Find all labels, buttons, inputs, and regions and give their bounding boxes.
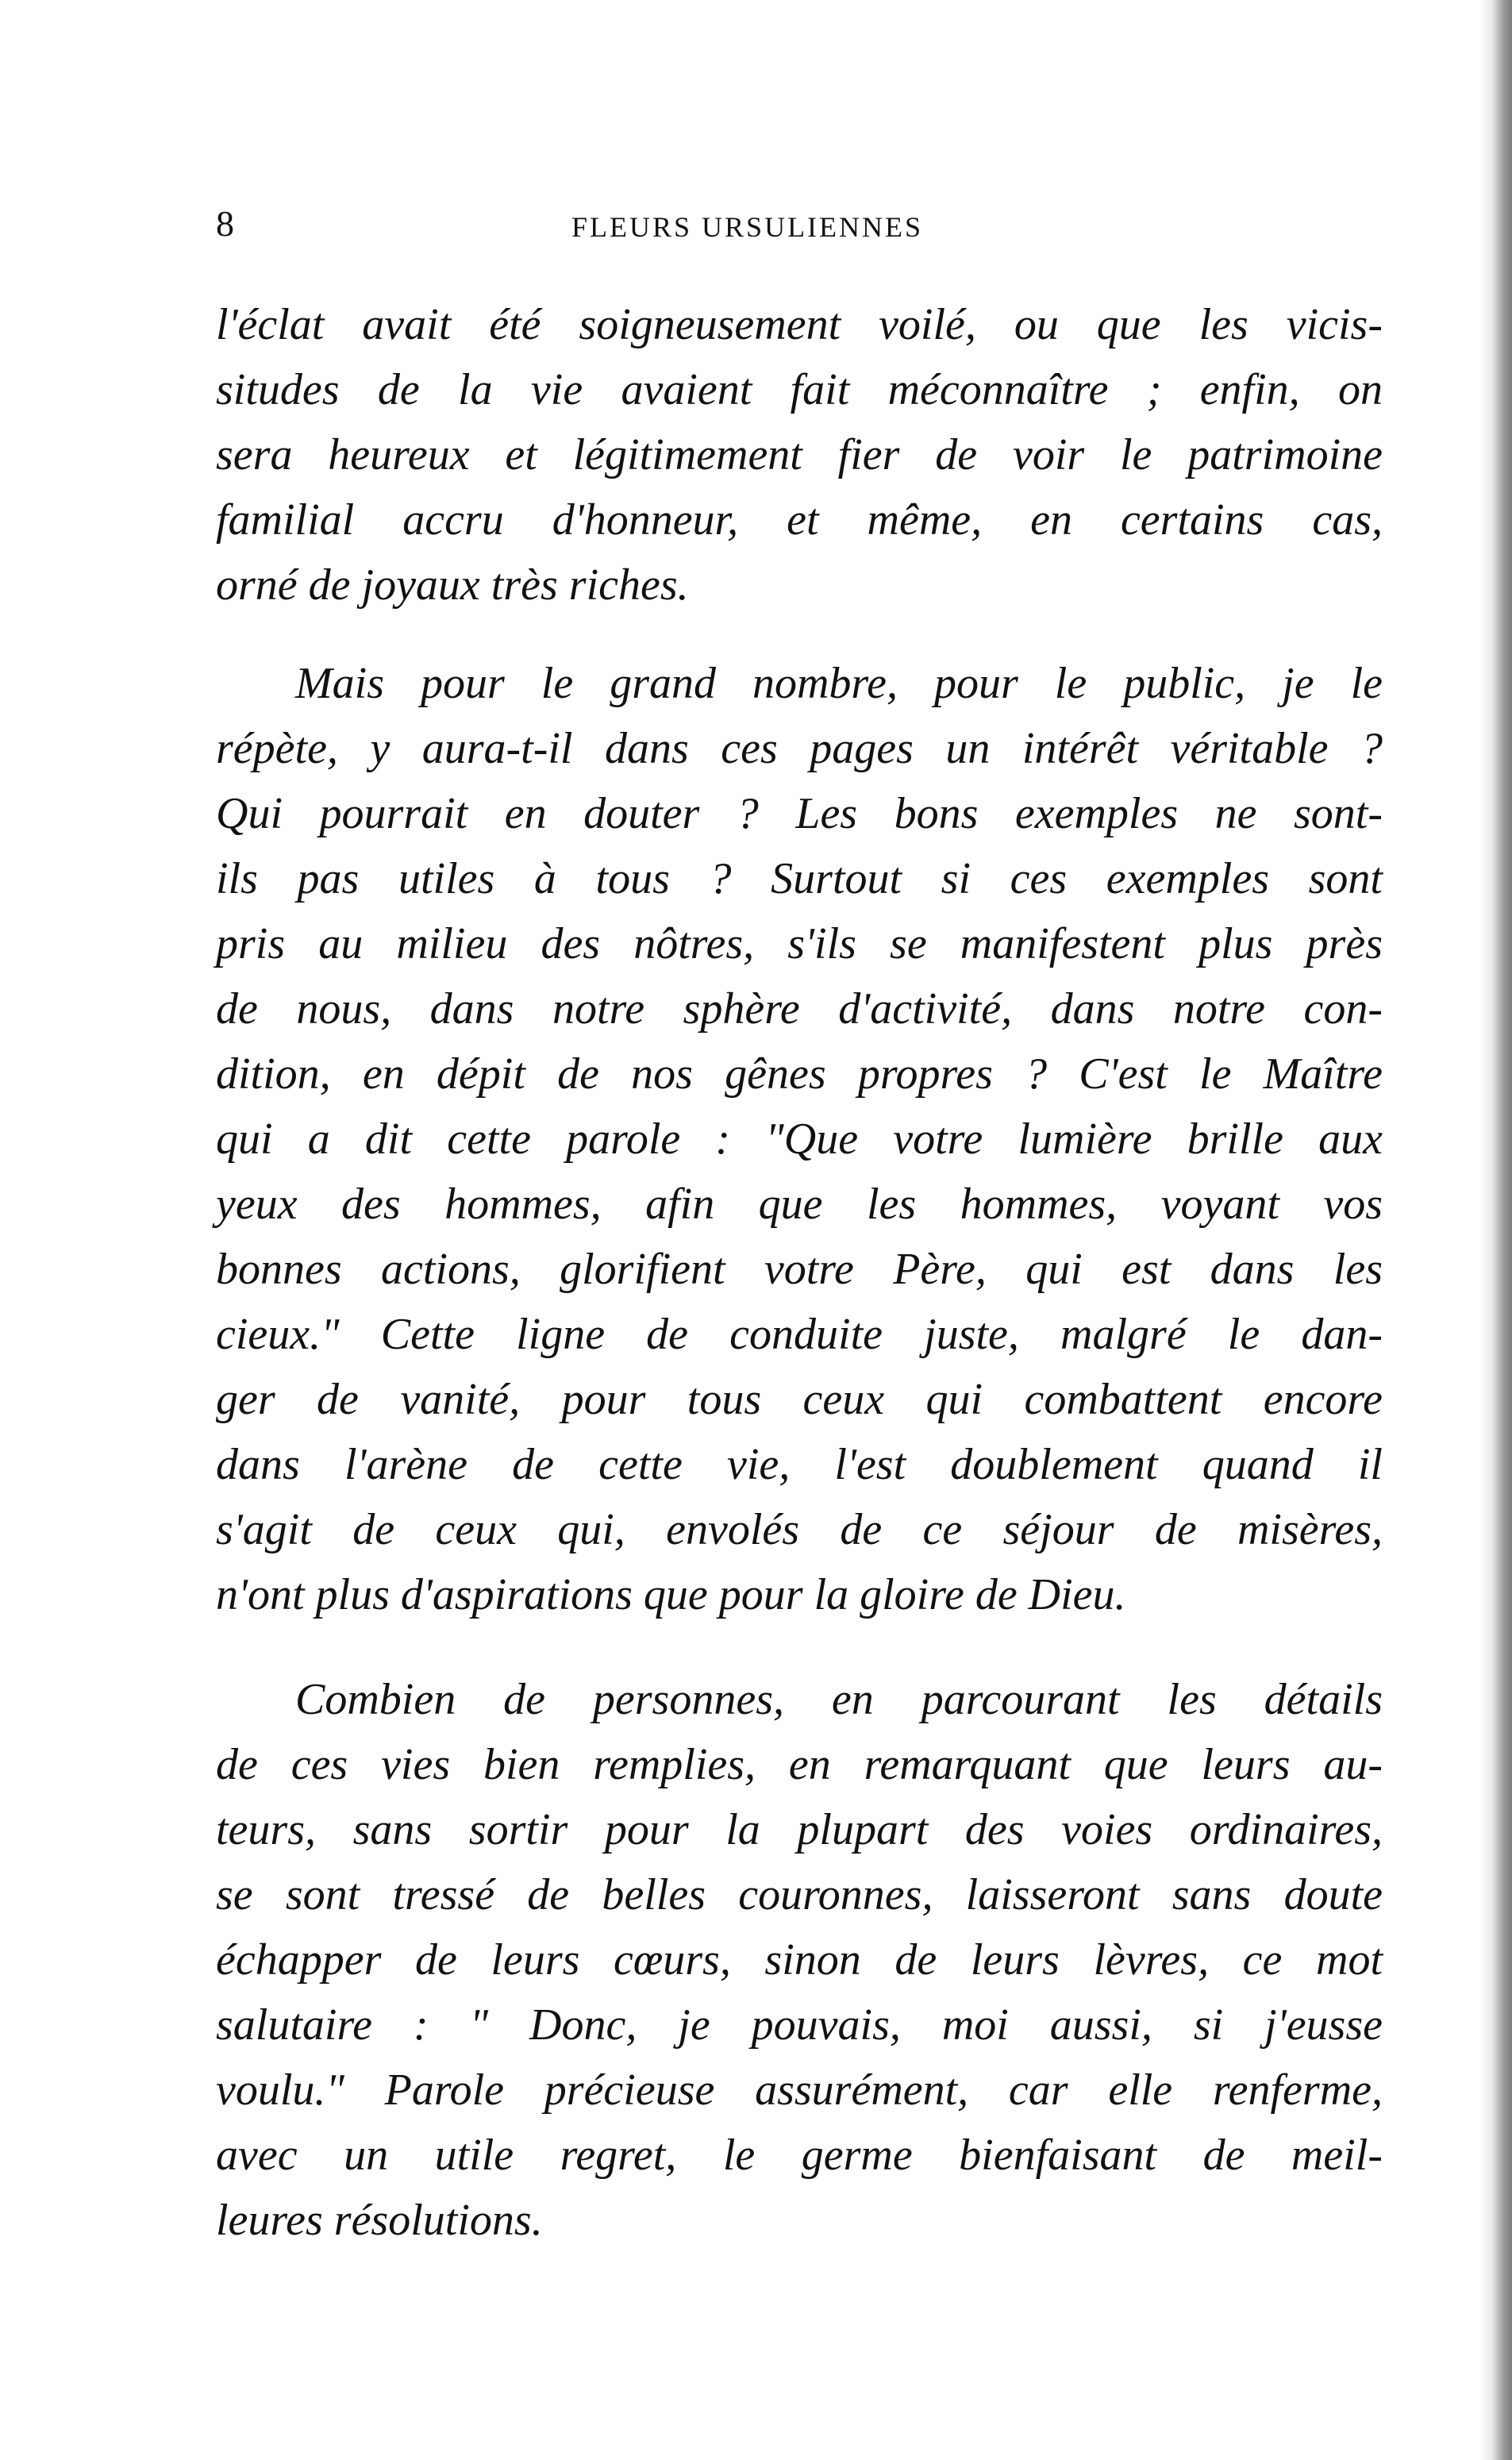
text-line: de ces vies bien remplies, en remarquant que leurs au- bbox=[216, 1740, 1383, 1789]
paragraph-3 bbox=[216, 1667, 1383, 2253]
text-line: de nous, dans notre sphère d'activité, dans notre con- bbox=[216, 984, 1383, 1034]
text-line: s'agit de ceux qui, envolés de ce séjour de misères, bbox=[216, 1505, 1383, 1554]
text-line: leures résolutions. bbox=[216, 2196, 543, 2245]
text-line: qui a dit cette parole : "Que votre lumière brille aux bbox=[216, 1115, 1383, 1164]
text-line: bonnes actions, glorifient votre Père, qui est dans les bbox=[216, 1245, 1383, 1294]
text-line: Combien de personnes, en parcourant les détails bbox=[295, 1675, 1383, 1724]
page-header bbox=[216, 202, 1025, 250]
text-line: salutaire : " Donc, je pouvais, moi aussi, si j'eusse bbox=[216, 2000, 1383, 2050]
text-line: ils pas utiles à tous ? Surtout si ces exemples sont bbox=[216, 854, 1383, 903]
text-line: ger de vanité, pour tous ceux qui combattent encore bbox=[216, 1375, 1383, 1424]
text-line: se sont tressé de belles couronnes, laisseront sans doute bbox=[216, 1870, 1383, 1919]
text-line: cieux." Cette ligne de conduite juste, malgré le dan- bbox=[216, 1310, 1383, 1359]
text-line: dition, en dépit de nos gênes propres ? C'est le Maître bbox=[216, 1049, 1383, 1099]
text-line: dans l'arène de cette vie, l'est doublement quand il bbox=[216, 1440, 1383, 1489]
text-line: l'éclat avait été soigneusement voilé, ou que les vicis- bbox=[216, 300, 1383, 349]
text-line: avec un utile regret, le germe bienfaisant de meil- bbox=[216, 2131, 1383, 2180]
text-line: familial accru d'honneur, et même, en certains cas, bbox=[216, 495, 1383, 545]
running-title: FLEURS URSULIENNES bbox=[571, 211, 924, 243]
text-line: sera heureux et légitimement fier de voir le patrimoine bbox=[216, 430, 1383, 479]
text-line: échapper de leurs cœurs, sinon de leurs lèvres, ce mot bbox=[216, 1935, 1383, 1985]
text-line: Qui pourrait en douter ? Les bons exemples ne sont- bbox=[216, 789, 1383, 838]
text-line: n'ont plus d'aspirations que pour la gloire de Dieu. bbox=[216, 1570, 1126, 1619]
text-line: Mais pour le grand nombre, pour le public, je le bbox=[295, 659, 1383, 708]
paragraph-1 bbox=[216, 292, 1383, 618]
text-line: orné de joyaux très riches. bbox=[216, 560, 689, 610]
text-line: voulu." Parole précieuse assurément, car elle renferme, bbox=[216, 2065, 1383, 2115]
page-edge-shadow bbox=[1479, 0, 1512, 2460]
text-line: yeux des hommes, afin que les hommes, voyant vos bbox=[216, 1180, 1383, 1229]
text-line: pris au milieu des nôtres, s'ils se manifestent plus près bbox=[216, 919, 1383, 968]
text-line: répète, y aura-t-il dans ces pages un intérêt véritable ? bbox=[216, 724, 1383, 773]
paragraph-2 bbox=[216, 651, 1383, 1627]
text-line: teurs, sans sortir pour la plupart des voies ordinaires, bbox=[216, 1805, 1383, 1854]
page-number: 8 bbox=[216, 203, 234, 244]
text-line: situdes de la vie avaient fait méconnaître ; enfin, on bbox=[216, 365, 1383, 414]
